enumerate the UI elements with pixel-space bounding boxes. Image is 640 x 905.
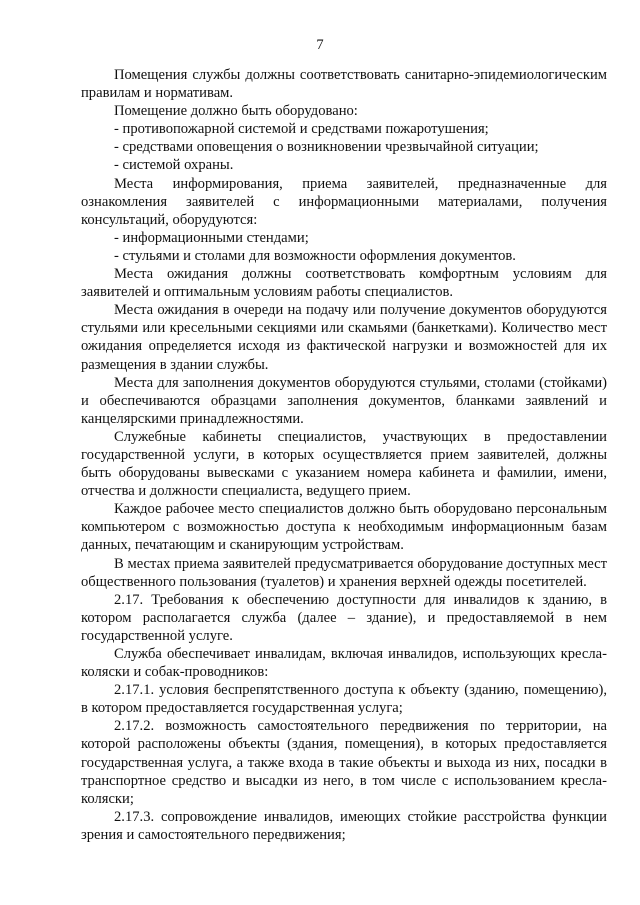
clause-2-17-3: 2.17.3. сопровождение инвалидов, имеющих стойкие расстройства функции зрения и самостоятельного передвижения; <box>81 808 607 843</box>
list-item: - стульями и столами для возможности оформления документов. <box>114 247 516 264</box>
paragraph: В местах приема заявителей предусматривается оборудование доступных мест общественного пользования (туалетов) и хранения верхней одежды посетителей. <box>81 555 607 590</box>
paragraph: Места для заполнения документов оборудуются стульями, столами (стойками) и обеспечиваются образцами заполнения документов, бланками заявлений и канцелярскими принадлежностями. <box>81 374 607 427</box>
paragraph: Места ожидания должны соответствовать комфортным условиям для заявителей и оптимальным условиям работы специалистов. <box>81 266 607 301</box>
document-body <box>81 66 607 844</box>
paragraph: Служебные кабинеты специалистов, участвующих в предоставлении государственной услуги, в которых осуществляется прием заявителей, должны быть оборудованы вывесками с указанием номера кабинета и фамилии, имени, отчества и должности специалиста, ведущего прием. <box>81 428 607 500</box>
clause-2-17-2: 2.17.2. возможность самостоятельного передвижения по территории, на которой расположены объекты (здания, помещения), в которых предоставляется государственная услуга, а также входа в такие объекты и выхода из них, посадки в транспортное средство и высадки из него, в том числе с использованием кресла-коляски; <box>81 718 607 807</box>
paragraph: Служба обеспечивает инвалидам, включая инвалидов, использующих кресла-коляски и собак-проводников: <box>81 646 607 681</box>
section-heading-2-17: 2.17. Требования к обеспечению доступности для инвалидов к зданию, в котором располагается служба (далее – здание), и предоставляемой в нем государственной услуге. <box>81 591 607 644</box>
paragraph: Места информирования, приема заявителей, предназначенные для ознакомления заявителей с информационными материалами, получения консультаций, оборудуются: <box>81 175 607 228</box>
list-item: - средствами оповещения о возникновении чрезвычайной ситуации; <box>114 139 539 156</box>
clause-2-17-1: 2.17.1. условия беспрепятственного доступа к объекту (зданию, помещению), в котором предоставляется государственная услуга; <box>81 682 607 717</box>
list-item: - противопожарной системой и средствами пожаротушения; <box>114 121 489 138</box>
list-item: - системой охраны. <box>114 157 234 174</box>
page-number: 7 <box>316 37 324 53</box>
paragraph: Места ожидания в очереди на подачу или получение документов оборудуются стульями или кресельными секциями или скамьями (банкетками). Количество мест ожидания определяется исходя из фактической нагрузки и возможностей для их размещения в здании службы. <box>81 302 607 373</box>
paragraph: Каждое рабочее место специалистов должно быть оборудовано персональным компьютером с возможностью доступа к необходимым информационным базам данных, печатающим и сканирующим устройствам. <box>81 501 607 554</box>
paragraph: Помещения службы должны соответствовать санитарно-эпидемиологическим правилам и нормативам. <box>81 67 607 102</box>
paragraph: Помещение должно быть оборудовано: <box>114 103 358 120</box>
list-item: - информационными стендами; <box>114 229 309 246</box>
